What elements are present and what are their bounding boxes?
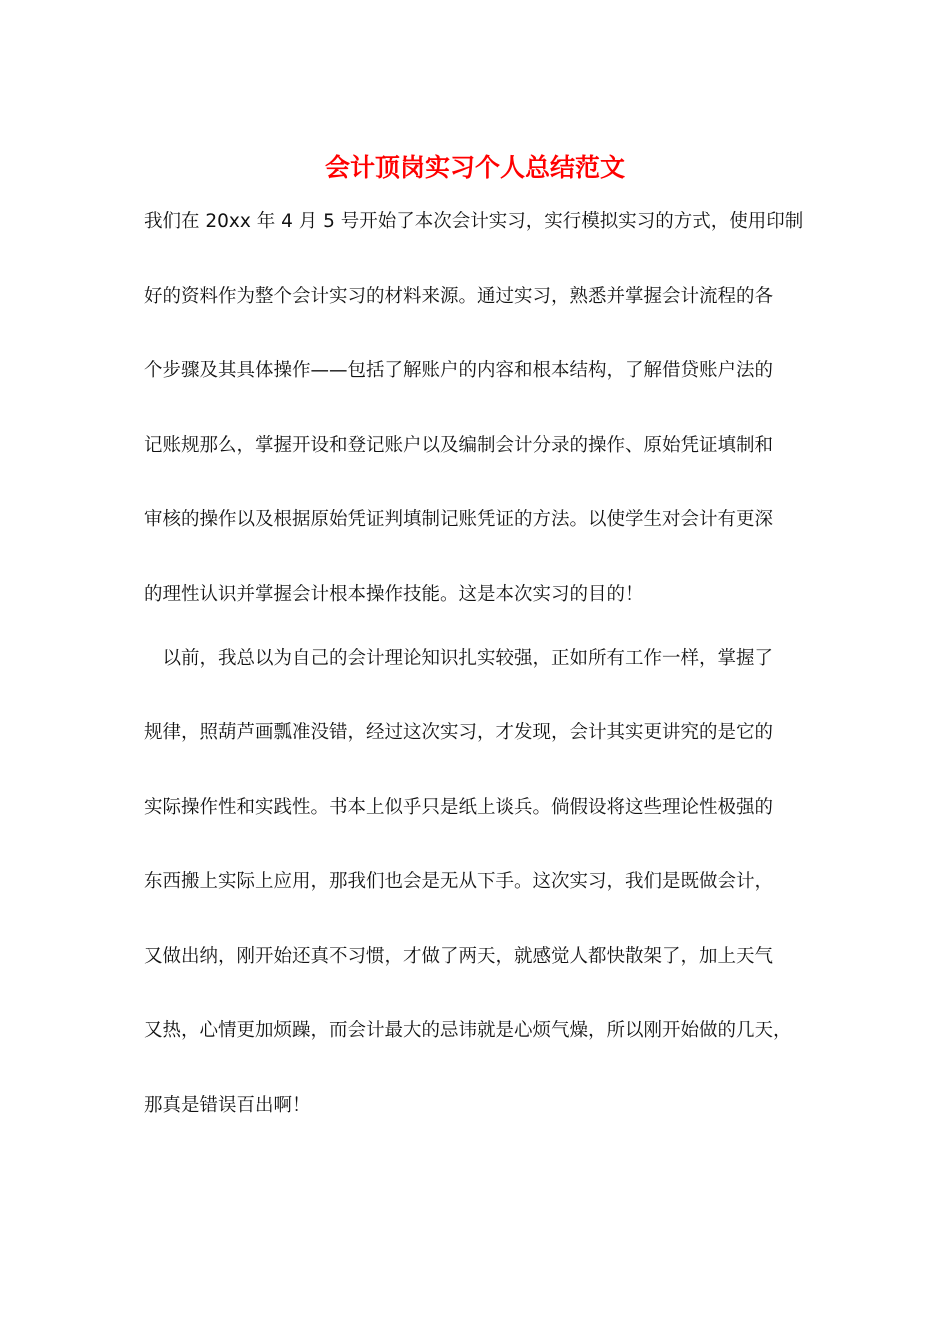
paragraph-1-line-3: 个步骤及其具体操作——包括了解账户的内容和根本结构，了解借贷账户法的 bbox=[144, 360, 774, 381]
document-title: 会计顶岗实习个人总结范文 bbox=[324, 153, 625, 182]
paragraph-1-line-2: 好的资料作为整个会计实习的材料来源。通过实习，熟悉并掌握会计流程的各 bbox=[144, 286, 774, 307]
paragraph-2-line-7: 那真是错误百出啊！ bbox=[144, 1095, 311, 1116]
paragraph-2-line-2: 规律，照葫芦画瓢准没错，经过这次实习，才发现，会计其实更讲究的是它的 bbox=[144, 722, 774, 743]
paragraph-2-line-6: 又热，心情更加烦躁，而会计最大的忌讳就是心烦气燥，所以刚开始做的几天， bbox=[144, 1020, 792, 1041]
paragraph-1-line-4: 记账规那么，掌握开设和登记账户以及编制会计分录的操作、原始凭证填制和 bbox=[144, 435, 774, 456]
paragraph-1-line-6: 的理性认识并掌握会计根本操作技能。这是本次实习的目的！ bbox=[144, 584, 644, 605]
paragraph-2-line-5: 又做出纳，刚开始还真不习惯，才做了两天，就感觉人都快散架了，加上天气 bbox=[144, 946, 774, 967]
paragraph-2-line-1: 以前，我总以为自己的会计理论知识扎实较强，正如所有工作一样，掌握了 bbox=[144, 648, 774, 669]
paragraph-1-line-5: 审核的操作以及根据原始凭证判填制记账凭证的方法。以使学生对会计有更深 bbox=[144, 509, 774, 530]
paragraph-1-line-1: 我们在 20xx 年 4 月 5 号开始了本次会计实习，实行模拟实习的方式，使用印制 bbox=[144, 211, 804, 232]
paragraph-2-line-3: 实际操作性和实践性。书本上似乎只是纸上谈兵。倘假设将这些理论性极强的 bbox=[144, 797, 774, 818]
paragraph-2-line-4: 东西搬上实际上应用，那我们也会是无从下手。这次实习，我们是既做会计， bbox=[144, 871, 774, 892]
